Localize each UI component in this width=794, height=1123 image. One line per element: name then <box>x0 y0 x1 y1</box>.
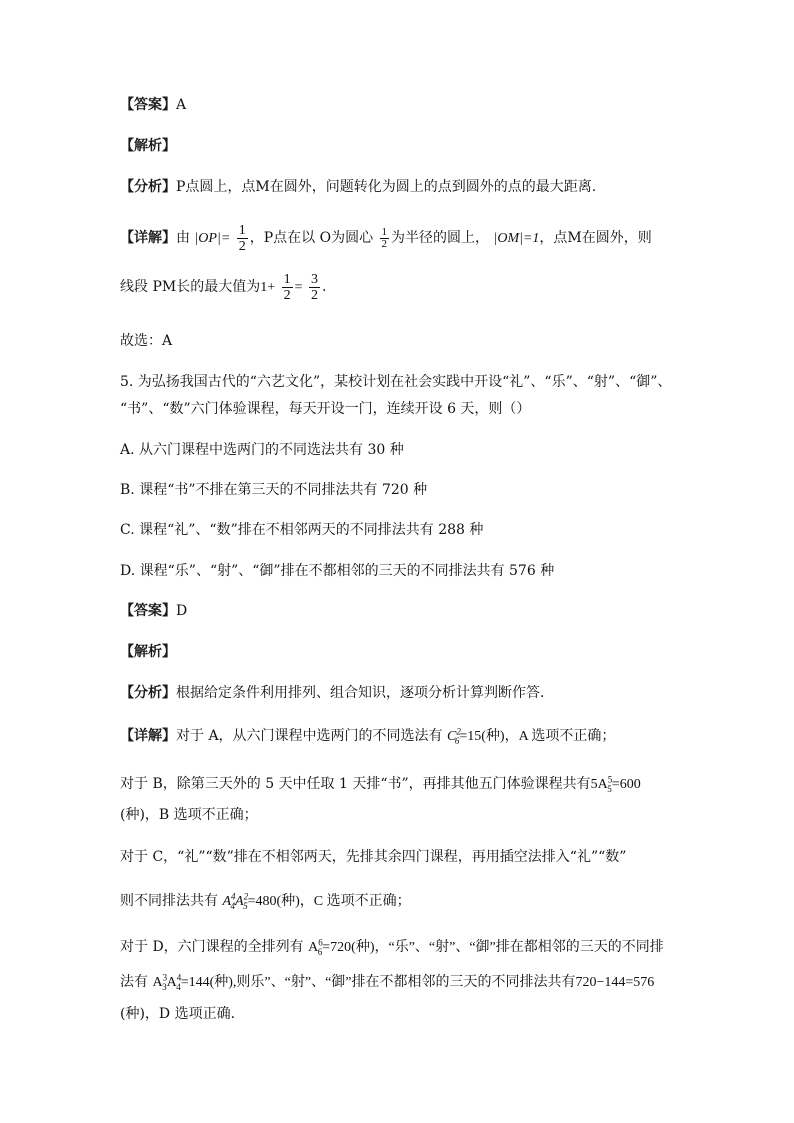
q5-detail-d3 <box>120 1004 235 1024</box>
arrangement-a44-a52: $A^4_4A^2_5$ <box>222 891 249 911</box>
q5-detail-c1 <box>120 847 626 867</box>
detail-d-pre: 对于 D，六门课程的全排列有 <box>120 939 304 955</box>
stem-text: “书”、“数”六门体验课程，每天开设一门，连续开设 6 天，则（） <box>120 401 531 417</box>
arrangement-a66: $A^6_6$ <box>308 937 323 957</box>
frac-den: 2 <box>310 287 318 303</box>
analysis-tag: 【解析】 <box>120 138 176 154</box>
analysis-tag: 【解析】 <box>120 644 176 660</box>
q4-detail-line2: 线段 PM长的最大值为1+ $\frac{1}{2}$ = $\frac{3}{2}$ . <box>120 271 327 303</box>
fraction-result <box>309 272 320 303</box>
detail-c-post: =480(种)，C 选项不正确； <box>247 894 411 909</box>
q5-answer <box>120 601 187 621</box>
q4-detail-line1 <box>120 222 652 255</box>
frac-num: 1 <box>238 222 246 238</box>
b-expr: 5A <box>590 777 608 792</box>
frac-num: 3 <box>310 271 318 287</box>
q5-stem-line1 <box>120 372 671 392</box>
q5-option-a <box>120 440 404 460</box>
b-expr-sub: $^5_5$ <box>607 774 613 794</box>
fraction-half-2 <box>282 272 293 303</box>
q4-answer <box>120 95 186 115</box>
q5-detail-c2 <box>120 891 411 912</box>
q5-analysis-heading <box>120 642 176 662</box>
detail-you: 由 <box>176 230 190 246</box>
fenxi-text: 根据给定条件利用排列、组合知识，逐项分析计算判断作答． <box>176 685 554 701</box>
q5-detail-b1 <box>120 774 641 795</box>
fenxi-text: P点圆上，点M在圆外，问题转化为圆上的点到圆外的点的最大距离. <box>176 179 597 195</box>
q5-fenxi <box>120 683 554 703</box>
conclusion-text: 故选：A <box>120 333 173 349</box>
op-expression: |OP|= <box>194 231 231 246</box>
answer-tag: 【答案】 <box>120 97 176 113</box>
option-text: B. 课程“书”不排在第三天的不同排法共有 720 种 <box>120 482 428 498</box>
line2-eq: = <box>294 280 303 295</box>
detail-b-text2: (种)，B 选项不正确； <box>120 807 258 823</box>
detail-mid: ，P点在以 O为圆心 <box>249 230 374 246</box>
frac-num: 1 <box>283 271 291 287</box>
detail-tag: 【详解】 <box>120 230 176 246</box>
q5-stem-line2 <box>120 399 530 419</box>
detail-b-text: 对于 B，除第三天外的 5 天中任取 1 天排“书”，再排其他五门体验课程共有 <box>120 776 591 792</box>
detail-c-text: 对于 C，“礼”“数”排在不相邻两天，先排其余四门课程，再用插空法排入“礼”“数” <box>120 849 627 865</box>
q5-detail-d1 <box>120 937 664 958</box>
detail-end: ，点M在圆外，则 <box>539 230 652 246</box>
frac-den: 2 <box>238 238 246 254</box>
combination-c62: $C^2_6$ <box>447 726 461 746</box>
q4-analysis-heading <box>120 136 176 156</box>
frac-den: 2 <box>283 287 291 303</box>
fenxi-tag: 【分析】 <box>120 179 176 195</box>
fraction-half <box>237 223 248 254</box>
detail-d3-text: (种)，D 选项正确. <box>120 1006 236 1022</box>
b-value: =600 <box>611 777 641 792</box>
detail-a-result: =15(种)，A 选项不正确； <box>459 729 616 744</box>
stem-text: 5. 为弘扬我国古代的“六艺文化”，某校计划在社会实践中开设“礼”、“乐”、“射”、“御”、 <box>120 374 672 390</box>
q5-detail-b2 <box>120 805 258 825</box>
option-text: D. 课程“乐”、“射”、“御”排在不都相邻的三天的不同排法共有 576 种 <box>120 563 555 579</box>
fraction-half-small <box>380 227 390 250</box>
line2-prefix: 线段 PM长的最大值为 <box>120 279 261 295</box>
q5-detail-d2 <box>120 972 654 993</box>
answer-value: D <box>176 603 188 619</box>
arrangement-a33-a44: $A^3_3A^4_4$ <box>152 972 182 992</box>
frac-den: 2 <box>381 237 388 250</box>
q4-fenxi <box>120 177 596 197</box>
detail-d-post: =720(种)，“乐”、“射”、“御”排在都相邻的三天的不同排 <box>322 940 664 955</box>
detail-c-pre: 则不同排法共有 <box>120 893 218 909</box>
option-text: C. 课程“礼”、“数”排在不相邻两天的不同排法共有 288 种 <box>120 522 484 538</box>
om-expression: |OM|=1 <box>493 231 540 246</box>
detail-d2-mid: =144(种),则乐”、“射”、“御”排在不都相邻的三天的不同排法共有 <box>180 975 576 990</box>
answer-value: A <box>176 97 187 113</box>
answer-tag: 【答案】 <box>120 603 176 619</box>
detail-mid2: 为半径的圆上， <box>391 230 490 246</box>
detail-a-text: 对于 A，从六门课程中选两门的不同选法有 <box>176 728 443 744</box>
detail-d2-pre: 法有 <box>120 974 148 990</box>
q5-option-d <box>120 561 554 581</box>
frac-num: 1 <box>381 225 388 238</box>
detail-tag: 【详解】 <box>120 728 176 744</box>
detail-d2-end: 720−144=576 <box>575 975 655 990</box>
line2-expr: 1+ <box>260 280 276 295</box>
option-text: A. 从六门课程中选两门的不同选法共有 30 种 <box>120 442 404 458</box>
q4-conclusion <box>120 331 172 351</box>
q5-option-c <box>120 520 483 540</box>
q5-detail-a <box>120 726 615 747</box>
q5-option-b <box>120 480 427 500</box>
fenxi-tag: 【分析】 <box>120 685 176 701</box>
